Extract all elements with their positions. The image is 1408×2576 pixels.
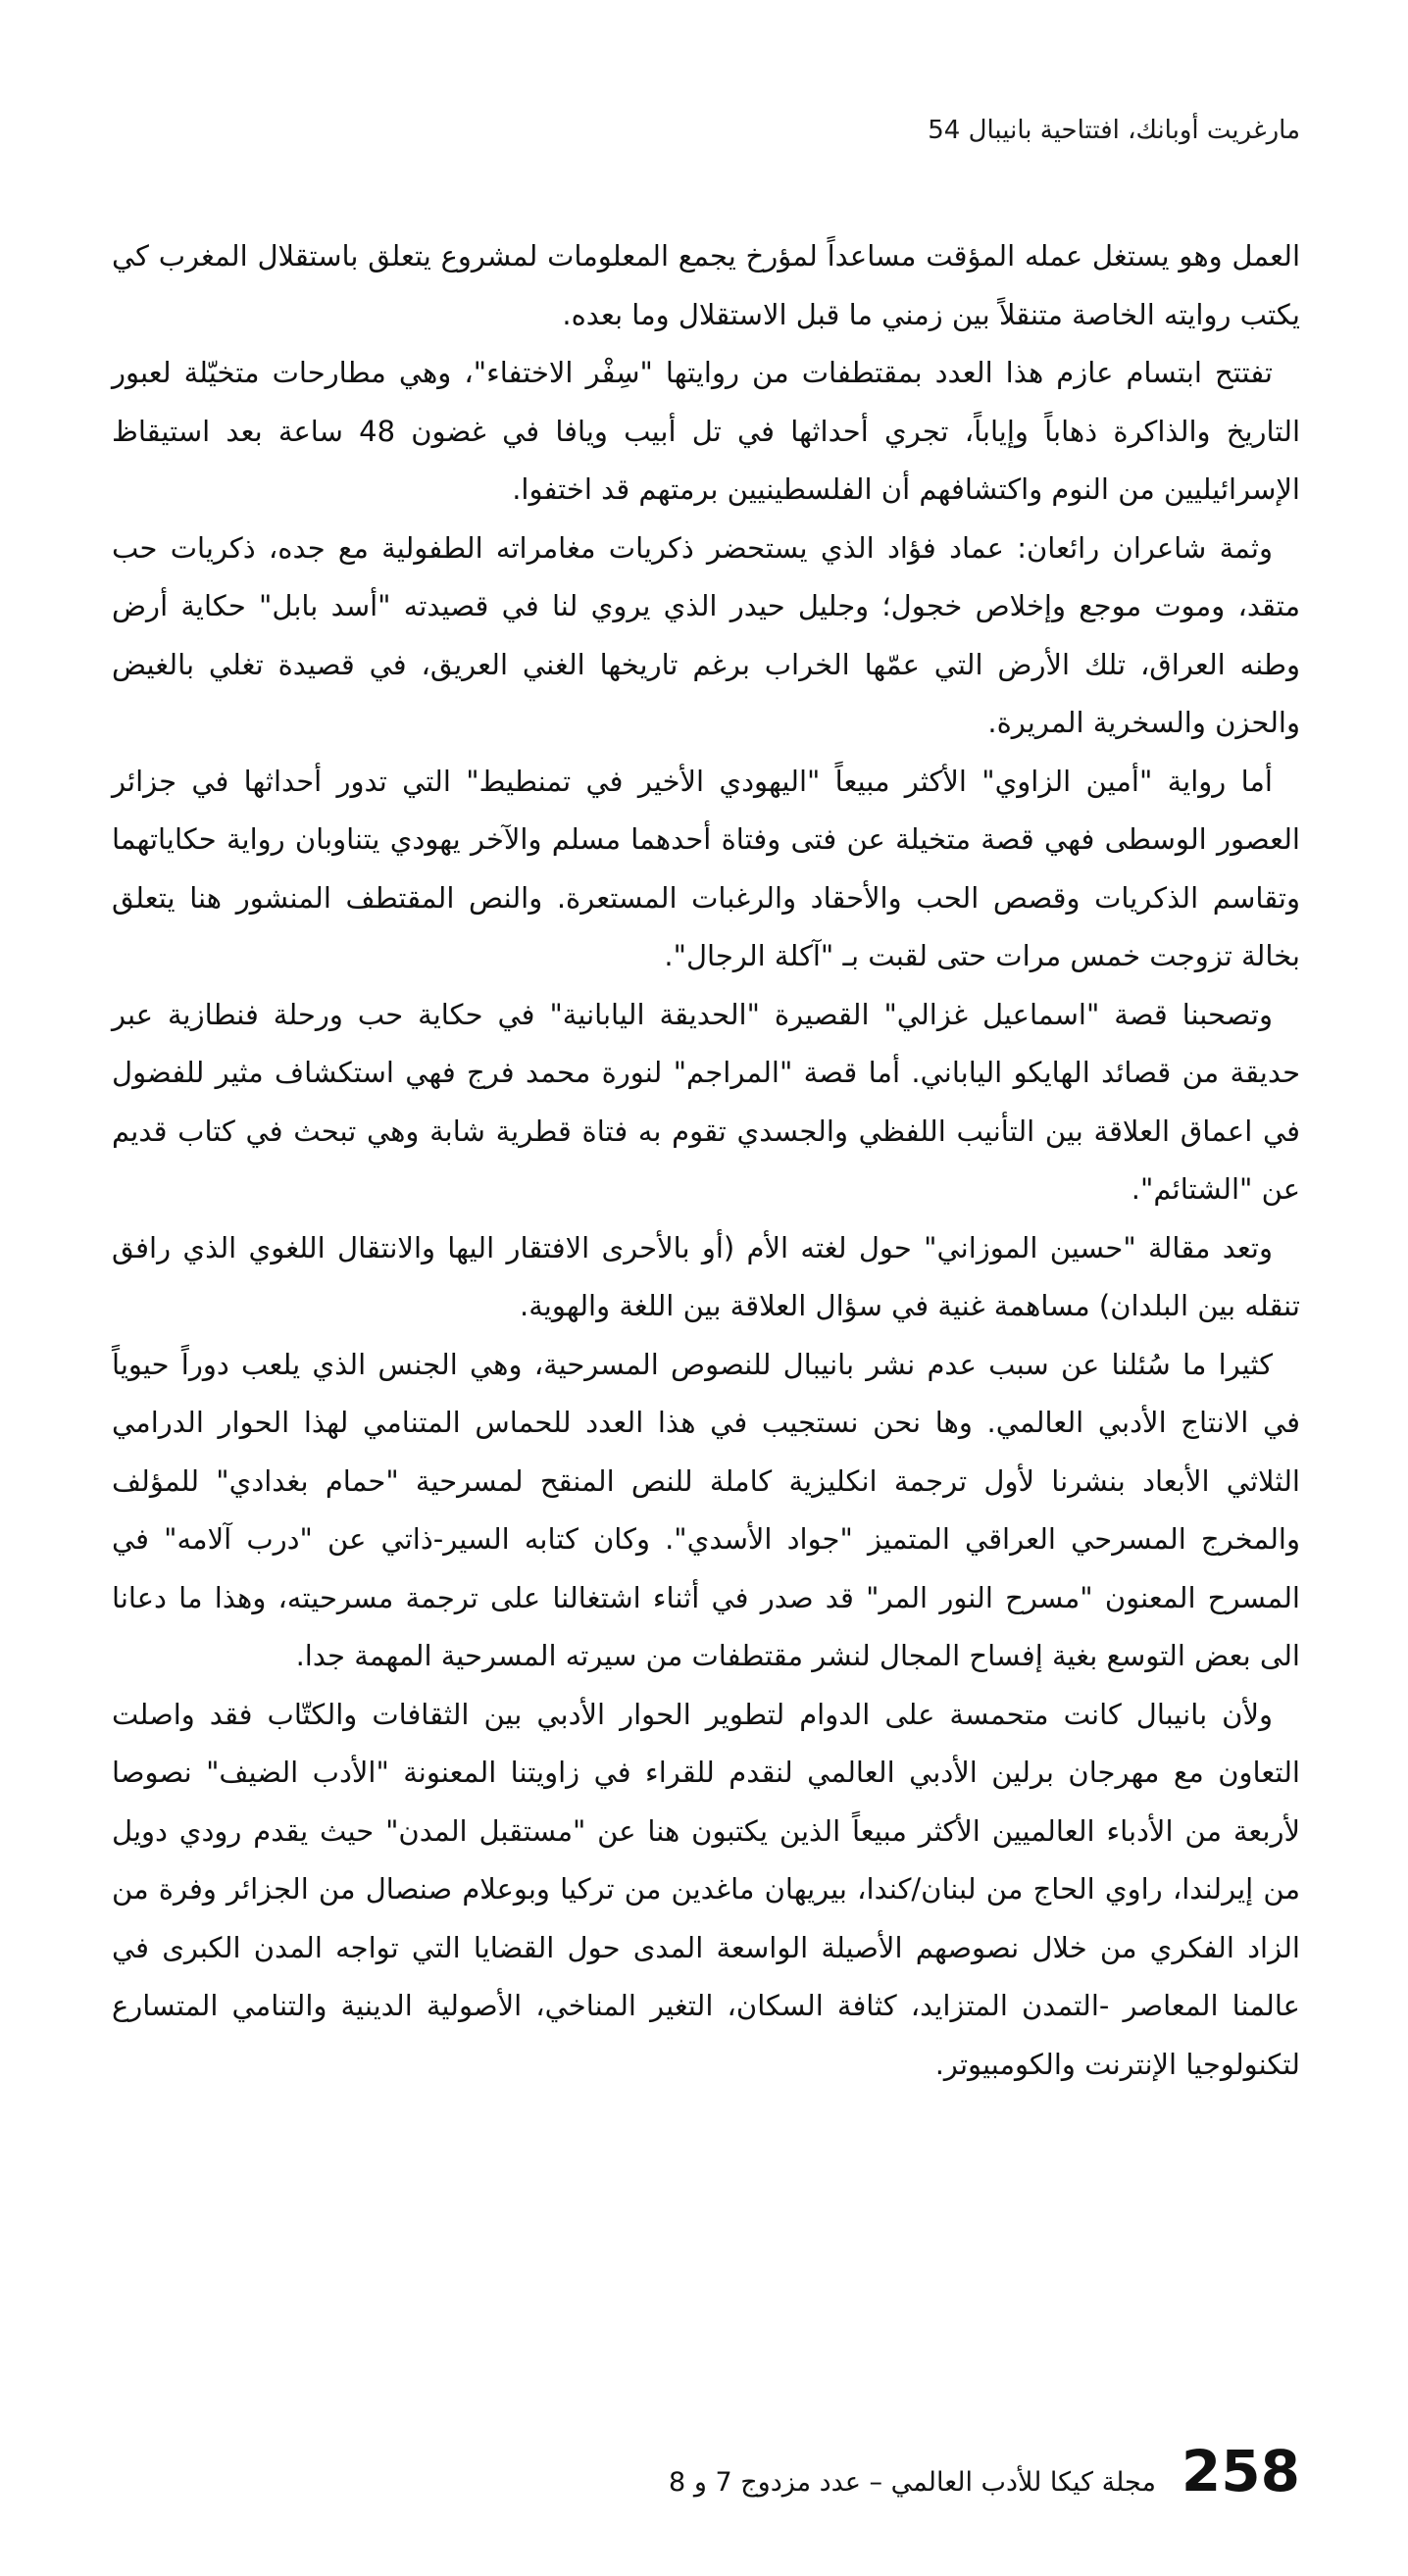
journal-title: مجلة كيكا للأدب العالمي – عدد مزدوج 7 و 8 <box>669 2467 1156 2498</box>
paragraph-8: ولأن بانيبال كانت متحمسة على الدوام لتطوير الحوار الأدبي بين الثقافات والكتّاب فقد واصلت التعاون مع مهرجان برلين الأدبي العالمي لنقدم للقراء في زاويتنا المعنونة "الأدب الضيف" نصوصا لأربعة من الأدباء العالميين الأكثر مبيعاً الذين يكتبون هنا عن "مستقبل المدن" حيث يقدم رودي دويل من إيرلندا، راوي الحاج من لبنان/كندا، بيريهان ماغدين من تركيا وبوعلام صنصال من الجزائر وفرة من الزاد الفكري من خلال نصوصهم الأصيلة الواسعة المدى حول القضايا التي تواجه المدن الكبرى في عالمنا المعاصر -التمدن المتزايد، كثافة السكان، التغير المناخي، الأصولية الدينية والتنامي المتسارع لتكنولوجيا الإنترنت والكومبيوتر. <box>112 1697 1300 2081</box>
paragraph-6: وتعد مقالة "حسين الموزاني" حول لغته الأم (أو بالأحرى الافتقار اليها والانتقال اللغوي الذي رافق تنقله بين البلدان) مساهمة غنية في سؤال العلاقة بين اللغة والهوية. <box>112 1230 1300 1322</box>
article-body <box>112 227 1300 2094</box>
paragraph-3: وثمة شاعران رائعان: عماد فؤاد الذي يستحضر ذكريات مغامراته الطفولية مع جده، ذكريات حب متقد، وموت موجع وإخلاص خجول؛ وجليل حيدر الذي يروي لنا في قصيدته "أسد بابل" حكاية أرض وطنه العراق، تلك الأرض التي عمّها الخراب برغم تاريخها الغني العريق، في قصيدة تغلي بالغيض والحزن والسخرية المريرة. <box>112 530 1300 739</box>
page-number: 258 <box>1181 2438 1300 2504</box>
page-footer <box>669 2438 1300 2504</box>
running-header: مارغريت أوبانك، افتتاحية بانيبال 54 <box>928 116 1300 145</box>
paragraph-7: كثيرا ما سُئلنا عن سبب عدم نشر بانيبال للنصوص المسرحية، وهي الجنس الذي يلعب دوراً حيوياً في الانتاج الأدبي العالمي. وها نحن نستجيب في هذا العدد للحماس المتنامي لهذا الحوار الدرامي الثلاثي الأبعاد بنشرنا لأول ترجمة انكليزية كاملة للنص المنقح لمسرحية "حمام بغدادي" للمؤلف والمخرج المسرحي العراقي المتميز "جواد الأسدي". وكان كتابه السير-ذاتي عن "درب آلامه" في المسرح المعنون "مسرح النور المر" قد صدر في أثناء اشتغالنا على ترجمة مسرحيته، وهذا ما دعانا الى بعض التوسع بغية إفساح المجال لنشر مقتطفات من سيرته المسرحية المهمة جدا. <box>112 1347 1300 1672</box>
paragraph-4: أما رواية "أمين الزاوي" الأكثر مبيعاً "اليهودي الأخير في تمنطيط" التي تدور أحداثها في جزائر العصور الوسطى فهي قصة متخيلة عن فتى وفتاة أحدهما مسلم والآخر يهودي يتناوبان رواية حكاياتهما وتقاسم الذكريات وقصص الحب والأحقاد والرغبات المستعرة. والنص المقتطف المنشور هنا يتعلق بخالة تزوجت خمس مرات حتى لقبت بـ "آكلة الرجال". <box>112 764 1300 972</box>
paragraph-5: وتصحبنا قصة "اسماعيل غزالي" القصيرة "الحديقة اليابانية" في حكاية حب ورحلة فنطازية عبر حديقة من قصائد الهايكو الياباني. أما قصة "المراجم" لنورة محمد فرج فهي استكشاف مثير للفضول في اعماق العلاقة بين التأنيب اللفظي والجسدي تقوم به فتاة قطرية شابة وهي تبحث في كتاب قديم عن "الشتائم". <box>112 997 1300 1206</box>
paragraph-1: العمل وهو يستغل عمله المؤقت مساعداً لمؤرخ يجمع المعلومات لمشروع يتعلق باستقلال المغرب كي يكتب روايته الخاصة متنقلاً بين زمني ما قبل الاستقلال وما بعده. <box>112 239 1300 331</box>
paragraph-2: تفتتح ابتسام عازم هذا العدد بمقتطفات من روايتها "سِفْر الاختفاء"، وهي مطارحات متخيّلة لعبور التاريخ والذاكرة ذهاباً وإياباً، تجري أحداثها في تل أبيب ويافا في غضون 48 ساعة بعد استيقاظ الإسرائيليين من النوم واكتشافهم أن الفلسطينيين برمتهم قد اختفوا. <box>112 356 1301 506</box>
